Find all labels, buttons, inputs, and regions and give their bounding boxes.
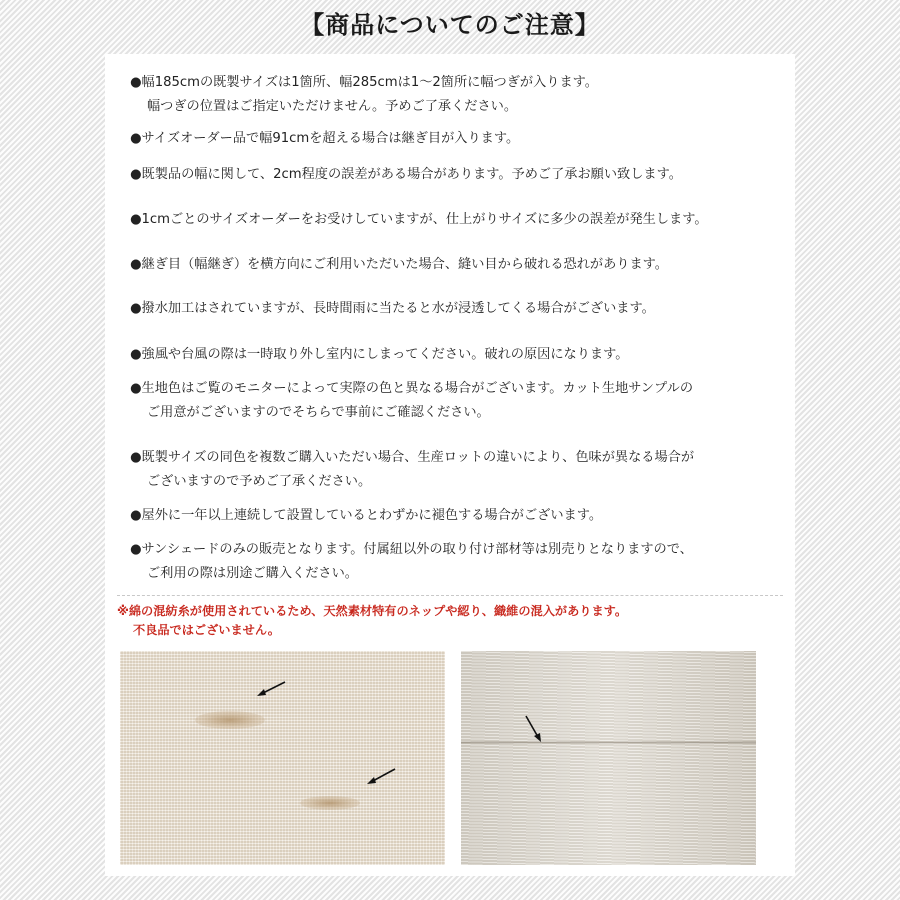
- notice-line: ご用意がございますのでそちらで事前にご確認ください。: [147, 405, 490, 420]
- notice-card: [105, 54, 795, 876]
- notice-line: ご利用の際は別途ご購入ください。: [147, 566, 358, 581]
- notice-item: [130, 127, 780, 151]
- notice-line: ●生地色はご覧のモニターによって実際の色と異なる場合がございます。カット生地サンプルの: [130, 381, 694, 396]
- notice-line: ●既製サイズの同色を複数ご購入いただい場合、生産ロットの違いにより、色味が異なる場合が: [130, 450, 695, 465]
- notice-item: [130, 538, 780, 586]
- dashed-divider: [117, 595, 783, 596]
- fabric-photo-seam: [461, 651, 756, 865]
- notice-item: [130, 163, 780, 187]
- notice-item: [130, 253, 780, 277]
- seam-line: [461, 741, 756, 744]
- defect-warning: [117, 602, 787, 640]
- notice-line: ●幅185cmの既製サイズは1箇所、幅285cmは1〜2箇所に幅つぎが入ります。: [130, 75, 598, 90]
- nep-mark: [195, 711, 265, 729]
- notice-line: ●1cmごとのサイズオーダーをお受けしていますが、仕上がりサイズに多少の誤差が発生します。: [130, 212, 708, 227]
- fabric-photo-neps: [120, 651, 445, 865]
- arrow-icon: [255, 679, 295, 699]
- arrow-icon: [365, 766, 405, 788]
- notice-item: [130, 343, 780, 367]
- notice-line: ●既製品の幅に関して、2cm程度の誤差がある場合があります。予めご了承お願い致します。: [130, 167, 682, 182]
- notice-line: ●強風や台風の際は一時取り外し室内にしまってください。破れの原因になります。: [130, 347, 629, 362]
- notice-line: ●サイズオーダー品で幅91cmを超える場合は継ぎ目が入ります。: [130, 131, 520, 146]
- notice-line: ●屋外に一年以上連続して設置しているとわずかに褪色する場合がございます。: [130, 508, 603, 523]
- arrow-icon: [523, 713, 547, 747]
- warning-line-2: 不良品ではございません。: [133, 623, 280, 637]
- notice-line: ございますので予めご了承ください。: [147, 474, 372, 489]
- notice-line: 幅つぎの位置はご指定いただけません。予めご了承ください。: [147, 99, 518, 114]
- notice-item: [130, 504, 780, 528]
- nep-mark: [300, 796, 360, 810]
- notice-line: ●サンシェードのみの販売となります。付属紐以外の取り付け部材等は別売りとなりますので、: [130, 542, 693, 557]
- page-title: 【商品についてのご注意】: [300, 11, 600, 39]
- notice-item: [130, 208, 780, 232]
- notice-item: [130, 71, 780, 119]
- notice-item: [130, 297, 780, 321]
- notice-line: ●継ぎ目（幅継ぎ）を横方向にご利用いただいた場合、縫い目から破れる恐れがあります。: [130, 257, 668, 272]
- notice-item: [130, 377, 780, 425]
- notice-line: ●撥水加工はされていますが、長時間雨に当たると水が浸透してくる場合がございます。: [130, 301, 655, 316]
- warning-line-1: ※綿の混紡糸が使用されているため、天然素材特有のネップや綛り、織維の混入があります。: [117, 604, 628, 618]
- notice-item: [130, 446, 780, 494]
